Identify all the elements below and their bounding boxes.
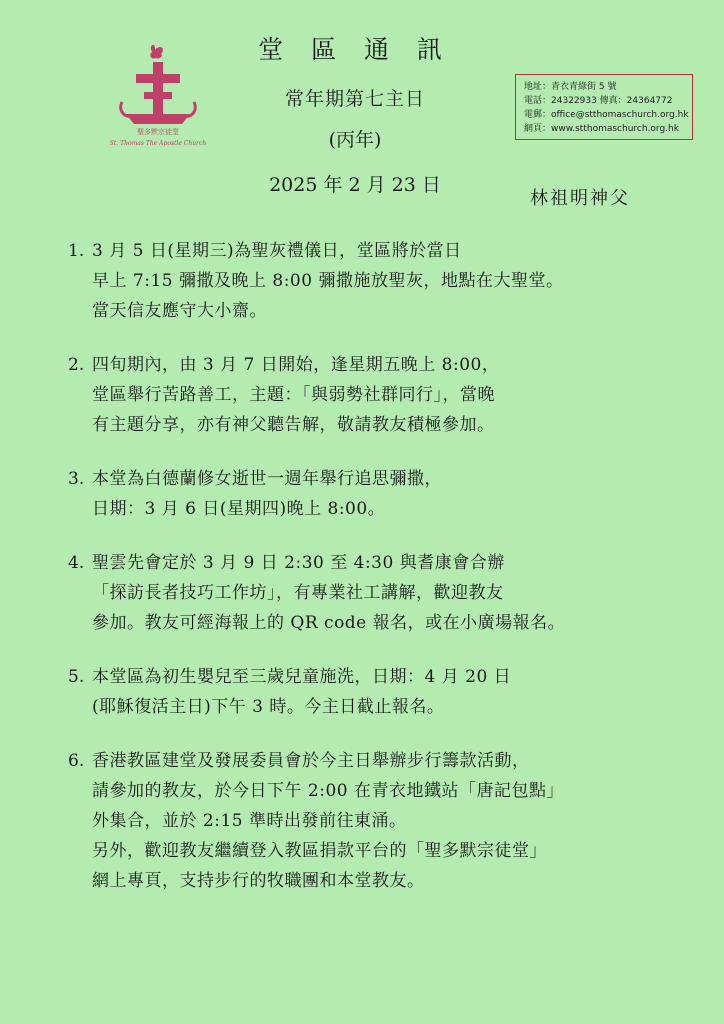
notice-text: 香港教區建堂及發展委員會於今主日舉辦步行籌款活動， 請參加的教友，於今日下午 2:00 在青衣地鐵站「唐記包點」 外集合，並於 2:15 準時出發前往東涌。 另外，歡迎教友繼續登入教區捐款平台的「聖多默宗徒堂」 網上專頁，支持步行的牧職團和本堂教友。 [92, 751, 564, 891]
notice-number: 4. [68, 553, 85, 573]
notice-number: 6. [68, 751, 85, 771]
cross-logo-icon [108, 44, 208, 154]
bulletin-title: 堂 區 通 訊 [258, 35, 452, 64]
logo-text-cn: 聖多默宗徒堂 [137, 128, 179, 136]
contact-address: 地址：青衣青綠街 5 號 [524, 82, 617, 92]
contact-phone-fax: 電話：24322933 傳真：24364772 [524, 96, 673, 106]
notice-number: 5. [68, 667, 85, 687]
notice-text: 聖雲先會定於 3 月 9 日 2:30 至 4:30 與耆康會合辦 「探訪長者技巧工作坊」，有專業社工講解，歡迎教友 參加。教友可經海報上的 QR code 報名，或在小廣場報名。 [92, 553, 566, 633]
notice-item [68, 236, 668, 326]
notice-text: 本堂區為初生嬰兒至三歲兒童施洗，日期：4 月 20 日 (耶穌復活主日)下午 3 時。今主日截止報名。 [92, 667, 512, 717]
contact-website: 網頁：www.stthomaschurch.org.hk [524, 124, 679, 134]
priest-name: 林祖明神父 [530, 188, 630, 209]
church-logo [108, 44, 208, 154]
notice-list [68, 236, 668, 920]
notice-text: 3 月 5 日(星期三)為聖灰禮儀日，堂區將於當日 早上 7:15 彌撒及晚上 8:00 彌撒施放聖灰，地點在大聖堂。 當天信友應守大小齋。 [92, 241, 564, 321]
liturgical-day: 常年期第七主日 [284, 88, 425, 110]
liturgical-year: (丙年) [328, 129, 382, 151]
notice-number: 2. [68, 355, 85, 375]
logo-text-en: St. Thomas The Apostle Church [109, 140, 207, 147]
bulletin-date: 2025 年 2 月 23 日 [269, 174, 441, 196]
notice-item [68, 662, 668, 722]
notice-text: 本堂為白德蘭修女逝世一週年舉行追思彌撒， 日期：3 月 6 日(星期四)晚上 8:00。 [92, 469, 442, 519]
notice-text: 四旬期內，由 3 月 7 日開始，逢星期五晚上 8:00， 堂區舉行苦路善工，主題：「與弱勢社群同行」，當晚 有主題分享，亦有神父聽告解，敬請教友積極參加。 [92, 355, 500, 435]
header [220, 30, 490, 197]
contact-email: 電郵：office@stthomaschurch.org.hk [524, 110, 689, 120]
notice-number: 3. [68, 469, 85, 489]
notice-number: 1. [68, 241, 85, 261]
contact-box [515, 74, 693, 140]
notice-item [68, 464, 668, 524]
notice-item [68, 746, 668, 896]
notice-item [68, 548, 668, 638]
notice-item [68, 350, 668, 440]
